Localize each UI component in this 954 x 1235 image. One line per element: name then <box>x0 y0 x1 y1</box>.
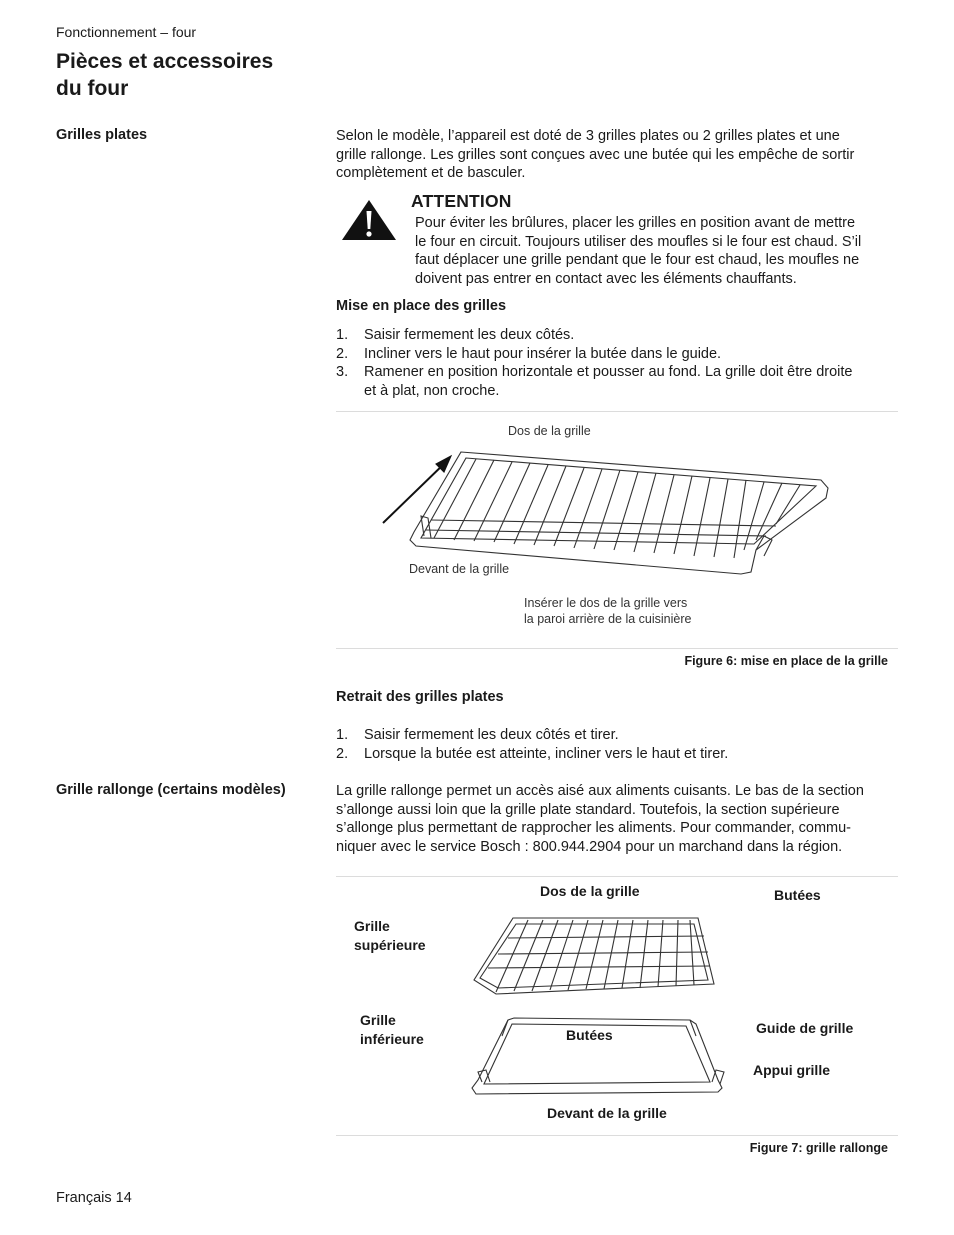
step-number: 2. <box>336 345 349 362</box>
page-title-line-2: du four <box>56 77 129 100</box>
flat-rack-illustration <box>336 440 836 580</box>
fig7-lower-line: inférieure <box>360 1031 424 1047</box>
figure-6-caption: Figure 6: mise en place de la grille <box>684 654 888 668</box>
list-item <box>336 345 898 364</box>
step-number: 2. <box>336 745 349 762</box>
fig7-label-lower <box>360 1011 424 1049</box>
list-item <box>336 326 898 345</box>
step-text: Saisir fermement les deux côtés et tirer. <box>364 727 619 743</box>
intro-line: Selon le modèle, l’appareil est doté de 3 grilles plates ou 2 grilles plates et une <box>336 128 840 144</box>
removal-heading: Retrait des grilles plates <box>336 689 504 705</box>
page-title-line-1: Pièces et accessoires <box>56 50 274 73</box>
fig6-insert-line: Insérer le dos de la grille vers <box>524 596 688 610</box>
step-number: 1. <box>336 727 349 743</box>
fig7-label-back: Dos de la grille <box>540 883 640 899</box>
warning-icon <box>340 198 398 242</box>
fig7-label-guide: Guide de grille <box>756 1020 854 1036</box>
fig7-label-upper <box>354 917 426 955</box>
step-number: 1. <box>336 327 349 343</box>
extension-line: La grille rallonge permet un accès aisé aux aliments cuisants. Le bas de la section <box>336 783 864 799</box>
extension-line: s’allonge plus permettant de rapprocher les aliments. Pour commander, commu- <box>336 820 851 837</box>
page-title <box>56 48 316 102</box>
step-text: Incliner vers le haut pour insérer la butée dans le guide. <box>364 345 722 362</box>
extension-line: niquer avec le service Bosch : 800.944.2904 pour un marchand dans la région. <box>336 838 843 855</box>
list-item <box>336 745 898 764</box>
attention-line: faut déplacer une grille pendant que le four est chaud, les moufles ne <box>415 252 860 269</box>
step-text: Saisir fermement les deux côtés. <box>364 327 575 343</box>
flat-racks-heading: Grilles plates <box>56 127 148 143</box>
extension-rack-illustration <box>468 912 732 1098</box>
intro-line: grille rallonge. Les grilles sont conçues avec une butée qui les empêche de sortir <box>336 146 855 163</box>
fig7-upper-line: Grille <box>354 918 390 934</box>
extension-rack-heading: Grille rallonge (certains modèles) <box>56 782 286 798</box>
fig7-upper-line: supérieure <box>354 937 426 953</box>
fig7-label-front: Devant de la grille <box>547 1105 667 1121</box>
fig6-label-front: Devant de la grille <box>409 562 510 576</box>
list-item <box>336 726 898 745</box>
attention-line: Pour éviter les brûlures, placer les grilles en position avant de mettre <box>415 215 856 231</box>
fig6-label-back: Dos de la grille <box>508 424 591 438</box>
fig7-label-stops-mid: Butées <box>566 1027 613 1043</box>
list-item <box>336 363 898 400</box>
intro-line: complètement et de basculer. <box>336 165 526 182</box>
fig6-label-insert <box>524 595 691 627</box>
extension-rack-text <box>336 782 898 856</box>
step-number: 3. <box>336 364 349 381</box>
fig7-lower-line: Grille <box>360 1012 396 1028</box>
fig6-insert-line: la paroi arrière de la cuisinière <box>524 612 692 626</box>
page-footer: Français 14 <box>56 1190 132 1206</box>
step-text: et à plat, non croche. <box>364 382 500 399</box>
flat-racks-intro <box>336 127 898 183</box>
attention-line: le four en circuit. Toujours utiliser des moufles si le four est chaud. S’il <box>415 233 862 250</box>
removal-steps <box>336 726 898 763</box>
step-text: Ramener en position horizontale et pousser au fond. La grille doit être droite <box>364 364 853 381</box>
fig7-label-support: Appui grille <box>753 1062 830 1078</box>
attention-title: ATTENTION <box>411 191 512 211</box>
placement-heading: Mise en place des grilles <box>336 298 507 314</box>
extension-line: s’allonge aussi loin que la grille plate standard. Toutefois, la section supérieure <box>336 801 840 818</box>
figure-7-caption: Figure 7: grille rallonge <box>749 1141 888 1155</box>
running-header: Fonctionnement – four <box>56 24 197 40</box>
attention-line: doivent pas entrer en contact avec les éléments chauffants. <box>415 270 797 287</box>
fig7-label-stops-top: Butées <box>774 887 821 903</box>
placement-steps <box>336 326 898 400</box>
attention-text <box>415 214 900 288</box>
step-text: Lorsque la butée est atteinte, incliner vers le haut et tirer. <box>364 745 729 762</box>
